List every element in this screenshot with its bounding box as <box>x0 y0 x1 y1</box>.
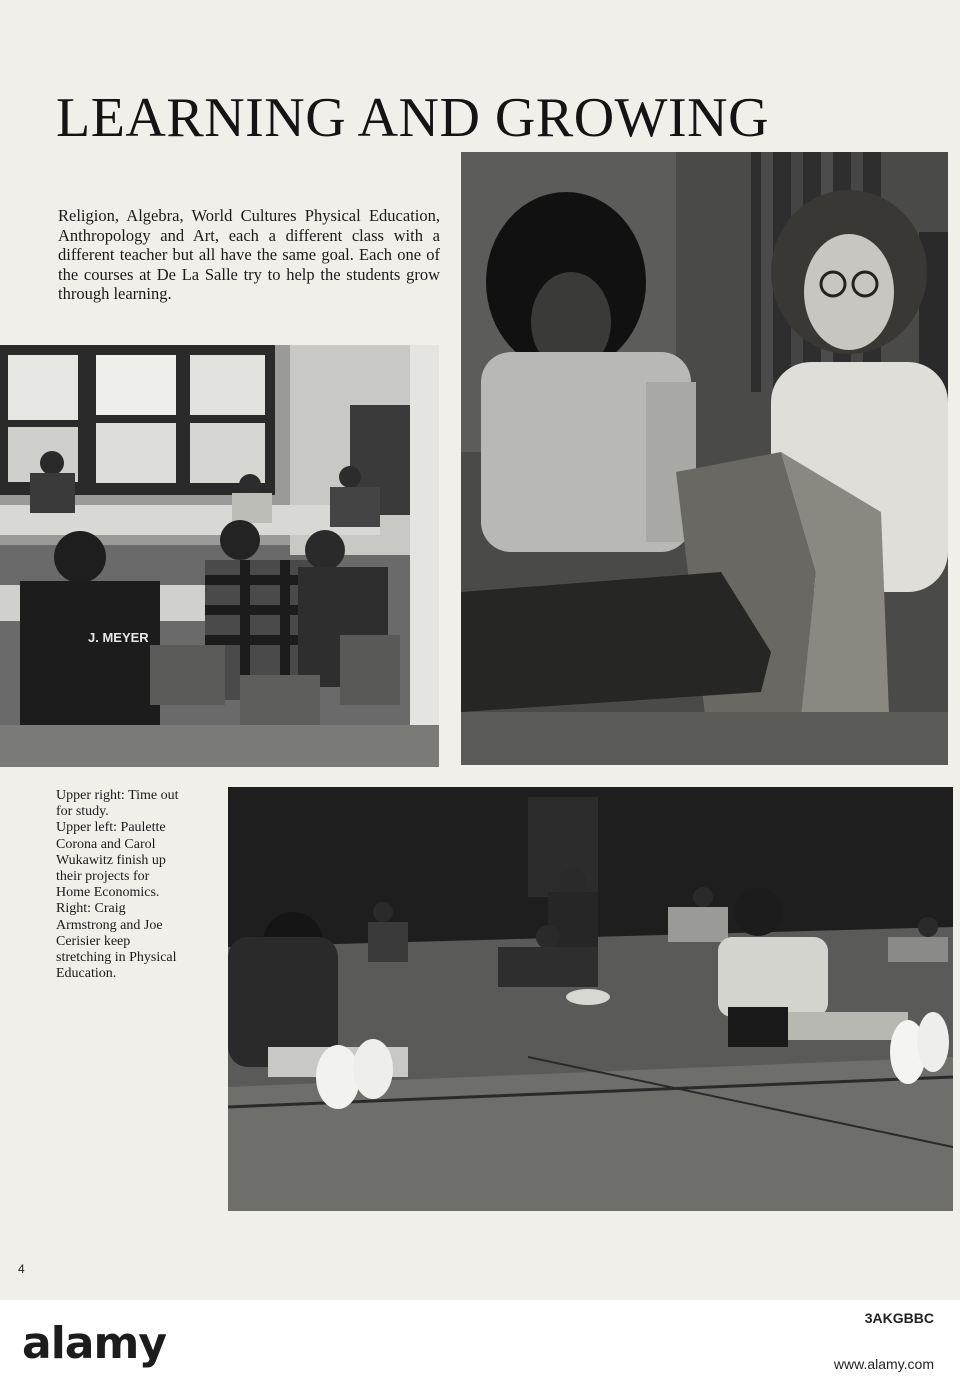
home-economics-photo <box>461 152 948 765</box>
caption-line: Upper right: Time out <box>56 788 179 803</box>
image-code: 3AKGBBC <box>864 1310 934 1326</box>
footer-url[interactable]: www.alamy.com <box>833 1356 934 1372</box>
page-number: 4 <box>18 1262 25 1276</box>
physical-education-photo <box>228 787 953 1211</box>
jersey-text: J. MEYER <box>88 630 149 645</box>
caption-line: stretching in Physical <box>56 950 177 966</box>
caption-line: Armstrong and Joe <box>56 917 163 933</box>
caption-line: Corona and Carol <box>56 836 156 852</box>
watermark-footer <box>0 1300 960 1390</box>
caption-line: for study. <box>56 804 109 820</box>
caption-line: Education. <box>56 966 117 982</box>
page-headline: LEARNING AND GROWING <box>56 87 770 149</box>
caption-line: Wukawitz finish up <box>56 852 166 868</box>
caption-line: their projects for <box>56 869 150 885</box>
photo-caption <box>56 788 221 982</box>
caption-line: Upper left: Paulette <box>56 820 166 836</box>
caption-line: Right: Craig <box>56 901 126 917</box>
caption-line: Home Economics. <box>56 885 160 901</box>
alamy-logo: alamy <box>22 1318 166 1369</box>
study-hall-photo <box>0 345 439 767</box>
intro-paragraph: Religion, Algebra, World Cultures Physical Education, Anthropology and Art, each a different class with a different teacher but all have the same goal. Each one of the courses at De La Salle try to help the students grow through learning. <box>58 206 440 304</box>
caption-line: Cerisier keep <box>56 933 131 949</box>
